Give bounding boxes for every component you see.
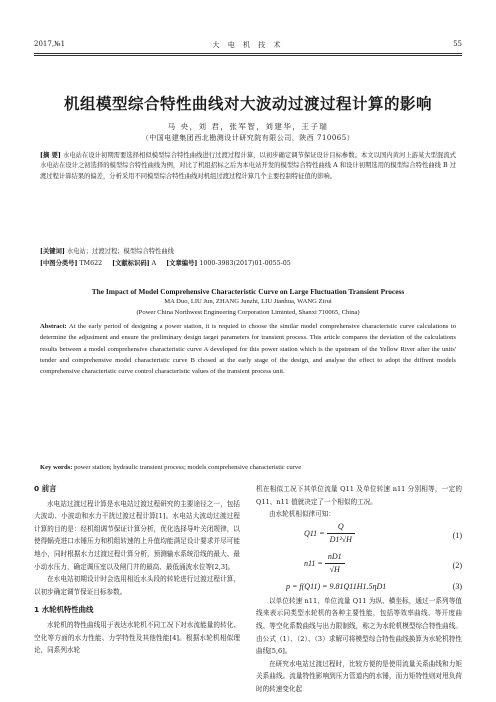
running-header	[34, 38, 462, 52]
equation-3	[256, 581, 462, 595]
right-column	[256, 483, 462, 696]
abstract-cn-text: 水电站在设计初期需要选择相似模型综合特性曲线进行过渡过程计算，以初步确定调节保证设计目标参数。本文以国内黄河上游某大型混流式水电站在设计之初选择的模型综合特性曲线为例，对比了机组招标之后为本电站开发的模型综合特性曲线 A 和设计初期选用的模型综合特性曲线 B 过渡过程计算结果的偏差，分析采用不同模型综合特性曲线对机组过渡过程计算几个主要控制特征值的影响。	[40, 152, 456, 180]
issue-label: 2017,№1	[34, 40, 66, 48]
equation-2-lhs: n11 =	[304, 558, 323, 568]
abstract-en	[40, 321, 456, 377]
right-paragraph-2: 由水轮机相似律可知：	[269, 510, 335, 519]
left-column	[34, 483, 240, 657]
section-0-heading: 0 前言	[34, 484, 57, 493]
keywords-en-label: Key words:	[40, 464, 73, 471]
keywords-cn	[40, 247, 456, 257]
equation-1-lhs: Q11 =	[304, 528, 325, 538]
classification-line	[40, 259, 456, 269]
section-0-paragraph-2: 在水电站初期设计时会选用相近水头段的转轮进行过渡过程计算，以初步确定调节保证目标参数。	[34, 575, 240, 596]
keywords-en	[40, 462, 456, 473]
right-paragraph-1: 机在相似工况下其单位流量 Q11 及单位转速 n11 分别相等，一定的 Q11、n11 值就决定了一个相似的工况。	[256, 485, 462, 506]
abstract-en-label: Abstract:	[40, 323, 67, 330]
right-paragraph-3: 以单位转速 n11、单位流量 Q11 为纵、横坐标，通过一系列等值线来表示同类型水轮机的各种主要性能，包括等效率曲线、等开度曲线、等空化系数曲线与出力限制线，称之为水轮机模型综合特性曲线。由公式（1）、（2）、（3）求解可将模型综合特性曲线换算为水轮机特性曲线[5,6]。	[256, 596, 462, 656]
article-id-value: 1000-3983(2017)01-0055-05	[199, 260, 291, 267]
affiliation-en: (Power China Northwest Engineering Corporation Liminted, Shanxi 710065, China)	[136, 309, 360, 316]
clc-label: [中图分类号]	[40, 260, 78, 267]
right-paragraph-4: 在研究水电站过渡过程时，比较方便的是使用流量关系曲线和力矩关系曲线。流量特性影响到压力管道内的水锤，而力矩特性则对甩负荷时的转速变化起	[256, 659, 462, 693]
article-id-label: [文章编号]	[166, 260, 198, 267]
equation-1	[256, 521, 462, 551]
affiliation: （中国电建集团西北勘测设计研究院有限公司，陕西 710065）	[141, 134, 355, 142]
abstract-cn	[40, 151, 456, 182]
equation-2	[256, 551, 462, 581]
equation-2-numerator: nD1	[325, 551, 345, 565]
paper-title: 机组模型综合特性曲线对大波动过渡过程计算的影响	[63, 95, 432, 113]
authors: 马 央，刘 君，张军智，刘建华，王子瑞	[167, 122, 329, 131]
abstract-en-text: At the early period of designing a power station, it is requied to choose the similar model comprehensive characteristic curve calculations to determine the adjustment and ensure the preliminary design target parameters for transient process. This article compares the deviation of the calculations results between a model comprehensive characteristic curve A developed for this power station which is the upstream of the Yellow River after the units' tender and comprehensive model characteristic curve B chosed at the early stage of the design, and analyse the effect to adopt the diffrent models comprehensive characteristic curve control characteristic values of the transient process unit.	[40, 323, 456, 376]
equation-2-number: (2)	[452, 560, 462, 570]
keywords-en-text: power station; hydraulic transient process; models comprehensive characteristic curve	[74, 464, 302, 471]
section-0-paragraph-1: 水电站过渡过程计算是水电站过渡过程研究的主要途径之一，包括大波动、小波动和水力干扰过渡过程计算[1]。水电站大波动过渡过程计算的目的是：经机组调节保证计算分析，优化选择导叶关闭规律，以使得蜗壳进口水锤压力和机组转速的上升值均能满足设计要求并尽可能地小，同时根据水力过渡过程计算分析，预测输水系统沿线的最大、最小动水压力，确定调压室以及闸门井的最高、最低涌波水位等[2,3]。	[34, 499, 240, 571]
authors-en: MA Duo, LIU Jun, ZHANG Junzhi, LIU Jianhua, WANG Zirui	[164, 298, 332, 305]
equation-1-denominator: D1²√H	[329, 535, 352, 545]
equation-1-number: (1)	[452, 530, 462, 540]
doc-code-value: A	[151, 260, 157, 267]
equation-1-numerator: Q	[327, 521, 355, 535]
equation-2-denominator: √H	[329, 565, 340, 575]
section-1-heading: 1 水轮机特性曲线	[34, 605, 94, 615]
keywords-cn-label: [关键词]	[40, 248, 65, 255]
section-1-paragraph-1: 水轮机的特性曲线用于表达水轮机不同工况下对水流能量的转化、空化等方面的水力性能、力学特性及其他性能[4]。根据水轮机相似理论，同系列水轮	[34, 620, 240, 655]
equation-3-number: (3)	[452, 581, 462, 591]
doc-code-label: [文献标识码]	[112, 260, 150, 267]
page-number: 55	[453, 40, 462, 48]
journal-name: 大 电 机 技 术	[212, 41, 284, 49]
equation-3-body: p = f(Q11) = 9.81Q11H1.5ηD1	[286, 581, 387, 591]
clc-value: TM622	[79, 260, 103, 267]
keywords-cn-text: 水电站；过渡过程；模型综合特性曲线	[66, 248, 174, 255]
header-rule	[34, 53, 462, 54]
abstract-cn-label: [摘 要]	[40, 152, 61, 159]
header-rule-thin	[34, 55, 462, 56]
paper-title-en: The Impact of Model Comprehensive Characteristic Curve on Large Fluctuation Transient Process	[91, 287, 405, 296]
